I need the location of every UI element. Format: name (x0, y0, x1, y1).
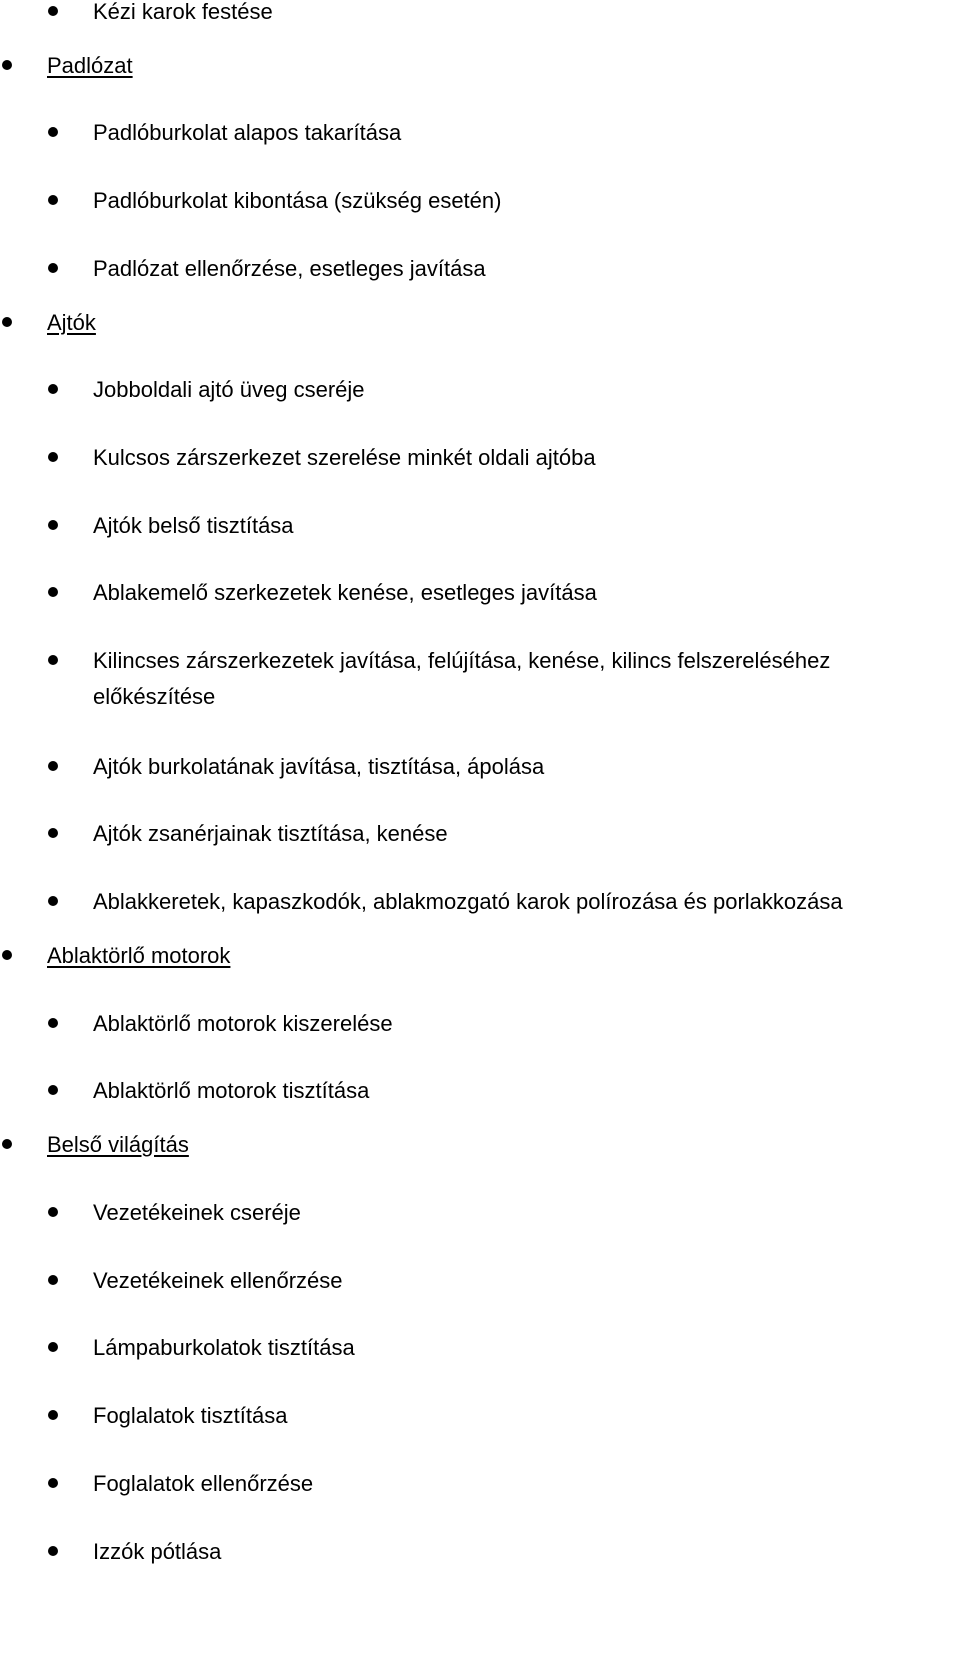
list-item-text: Padlóburkolat kibontása (szükség esetén) (93, 188, 502, 213)
section-heading-text: Ajtók (47, 310, 96, 335)
bullet-icon (48, 655, 58, 665)
list-item-text: Vezetékeinek cseréje (93, 1200, 301, 1225)
list-item-text: Lámpaburkolatok tisztítása (93, 1335, 355, 1360)
bullet-icon (2, 317, 12, 327)
list-item-text: Kulcsos zárszerkezet szerelése minkét oldali ajtóba (93, 445, 596, 470)
bullet-icon (48, 761, 58, 771)
bullet-icon (48, 1546, 58, 1556)
bullet-icon (48, 452, 58, 462)
bullet-icon (48, 1207, 58, 1217)
list-item-text: Ablakemelő szerkezetek kenése, esetleges javítása (93, 580, 597, 605)
list-item-text: Ablaktörlő motorok tisztítása (93, 1078, 370, 1103)
bullet-icon (48, 587, 58, 597)
section-heading-text: Belső világítás (47, 1132, 189, 1157)
bullet-icon (48, 263, 58, 273)
bullet-icon (48, 195, 58, 205)
list-item-text: Kilincses zárszerkezetek javítása, felújítása, kenése, kilincs felszereléséhez előkészítése (93, 648, 831, 709)
list-item-text: Foglalatok tisztítása (93, 1403, 288, 1428)
bullet-icon (48, 1275, 58, 1285)
section-heading-text: Padlózat (47, 53, 133, 78)
bullet-icon (48, 1478, 58, 1488)
list-item-text: Ajtók burkolatának javítása, tisztítása, ápolása (93, 754, 545, 779)
bullet-icon (2, 950, 12, 960)
bullet-icon (48, 1410, 58, 1420)
bullet-icon (48, 127, 58, 137)
bullet-icon (48, 1342, 58, 1352)
section-heading-text: Ablaktörlő motorok (47, 943, 231, 968)
list-item-text: Jobboldali ajtó üveg cseréje (93, 377, 365, 402)
bullet-icon (48, 520, 58, 530)
list-item-text: Foglalatok ellenőrzése (93, 1471, 314, 1496)
bullet-icon (48, 1085, 58, 1095)
list-item-text: Ajtók zsanérjainak tisztítása, kenése (93, 821, 448, 846)
list-item-text: Vezetékeinek ellenőrzése (93, 1268, 343, 1293)
list-item-text: Padlóburkolat alapos takarítása (93, 120, 402, 145)
list-item-text: Padlózat ellenőrzése, esetleges javítása (93, 256, 486, 281)
bullet-icon (48, 896, 58, 906)
bullet-icon (2, 1139, 12, 1149)
bullet-icon (48, 6, 58, 16)
list-item-text: Ablaktörlő motorok kiszerelése (93, 1011, 393, 1036)
list-item-text: Kézi karok festése (93, 0, 273, 24)
list-item-text: Ablakkeretek, kapaszkodók, ablakmozgató karok polírozása és porlakkozása (93, 889, 843, 914)
bullet-icon (48, 384, 58, 394)
bullet-icon (48, 1018, 58, 1028)
bullet-icon (48, 828, 58, 838)
list-item-text: Izzók pótlása (93, 1539, 222, 1564)
bullet-icon (2, 60, 12, 70)
list-item-text: Ajtók belső tisztítása (93, 513, 294, 538)
